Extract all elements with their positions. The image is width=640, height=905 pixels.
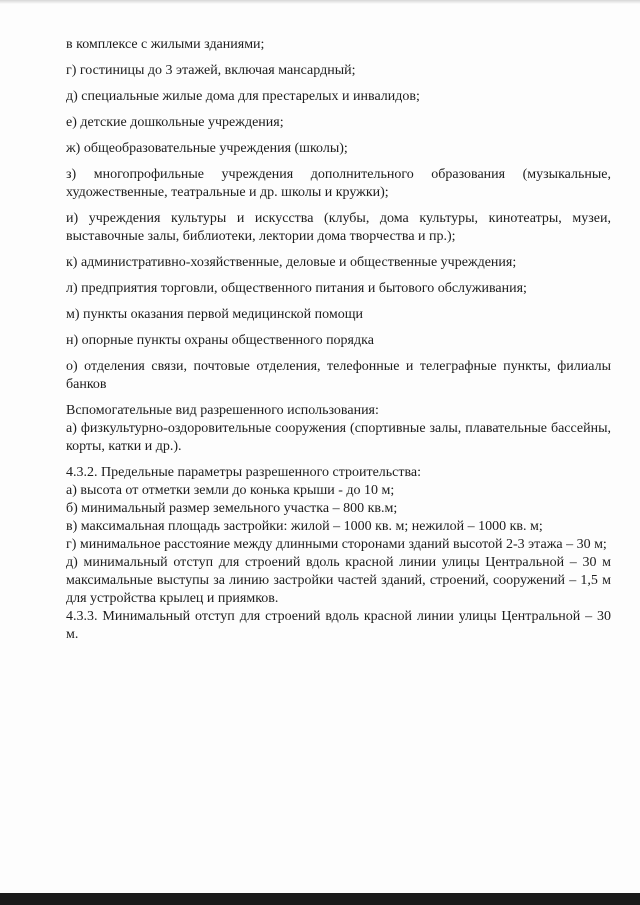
list-item-m: м) пункты оказания первой медицинской помощи [66,307,363,322]
auxiliary-heading: Вспомогательные вид разрешенного использования: [66,403,379,418]
list-item-e: е) детские дошкольные учреждения; [66,115,284,130]
list-item-zh: ж) общеобразовательные учреждения (школы); [66,141,348,156]
section-4-3-3: 4.3.3. Минимальный отступ для строений вдоль красной линии улицы Центральной – 30 м. [66,609,611,642]
list-item-z: з) многопрофильные учреждения дополнительного образования (музыкальные, художественные, театральные и др. школы и кружки); [66,167,611,200]
list-item-l: л) предприятия торговли, общественного питания и бытового обслуживания; [66,281,527,296]
limit-a: а) высота от отметки земли до конька крыши - до 10 м; [66,483,395,498]
list-item-k: к) административно-хозяйственные, деловые и общественные учреждения; [66,255,517,270]
list-item-o: о) отделения связи, почтовые отделения, телефонные и телеграфные пункты, филиалы банков [66,359,611,392]
document-body [66,36,611,644]
limit-v: в) максимальная площадь застройки: жилой – 1000 кв. м; нежилой – 1000 кв. м; [66,519,543,534]
list-item-d: д) специальные жилые дома для престарелых и инвалидов; [66,89,420,104]
limits-heading: 4.3.2. Предельные параметры разрешенного строительства: [66,465,422,480]
limit-b: б) минимальный размер земельного участка – 800 кв.м; [66,501,398,516]
limit-g: г) минимальное расстояние между длинными сторонами зданий высотой 2-3 этажа – 30 м; [66,537,607,552]
list-item-g: г) гостиницы до 3 этажей, включая мансардный; [66,63,356,78]
scan-bottom-edge [0,893,640,905]
limit-d: д) минимальный отступ для строений вдоль красной линии улицы Центральной – 30 м максимальные выступы за линию застройки частей зданий, строений, сооружений – 1,5 м для устройства крылец и приямков. [66,555,611,606]
list-item-i: и) учреждения культуры и искусства (клубы, дома культуры, кинотеатры, музеи, выставочные залы, библиотеки, лектории дома творчества и пр.); [66,211,611,244]
scan-top-edge [0,0,640,4]
list-item-n: н) опорные пункты охраны общественного порядка [66,333,374,348]
list-item-residential: в комплексе с жилыми зданиями; [66,37,265,52]
auxiliary-item-a: а) физкультурно-оздоровительные сооружения (спортивные залы, плавательные бассейны, корты, катки и др.). [66,421,611,454]
